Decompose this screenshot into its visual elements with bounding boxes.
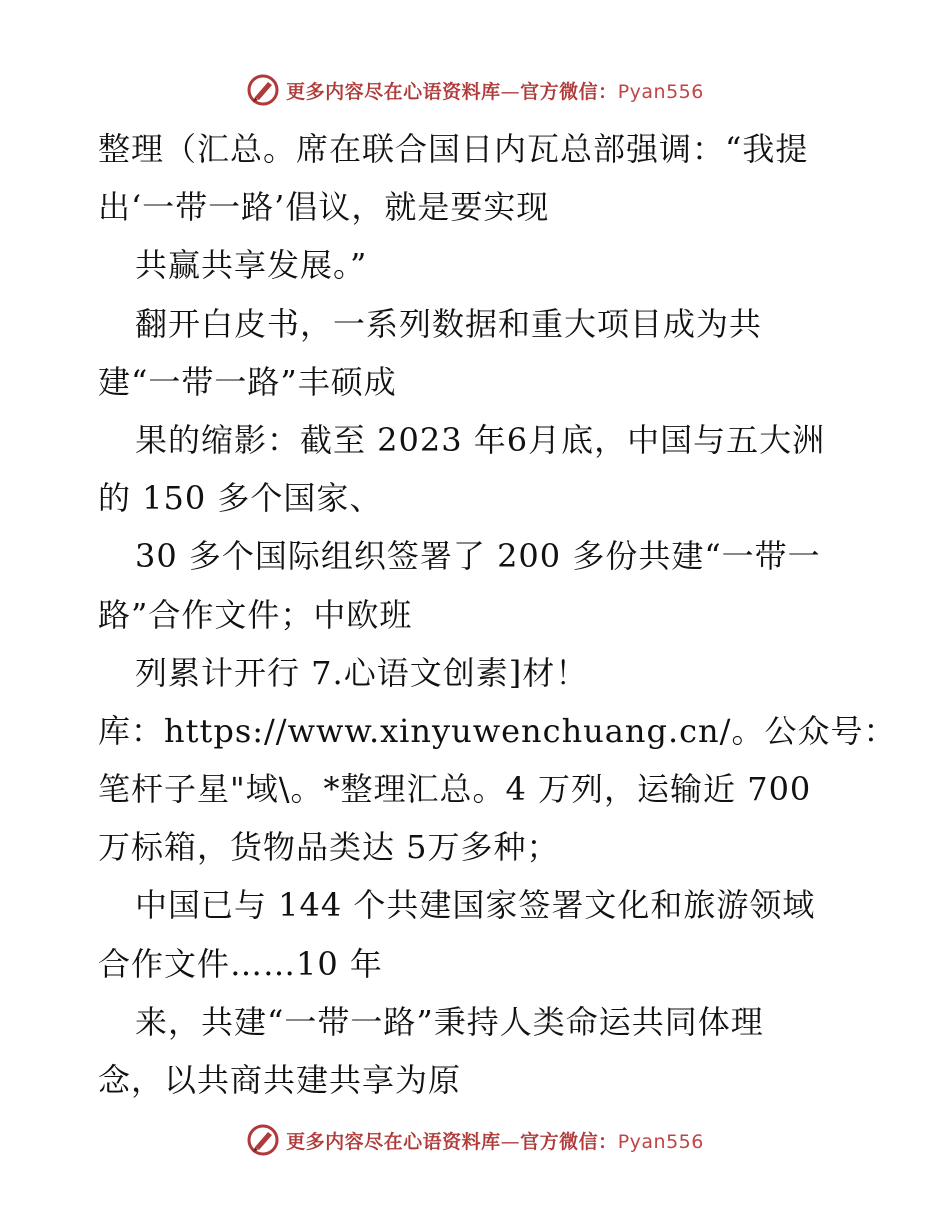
body-line: 果的缩影：截至 2023 年6月底，中国与五大洲 [135, 420, 826, 459]
body-line: 共赢共享发展。” [135, 246, 368, 285]
header-banner [0, 70, 950, 110]
body-line: 万标箱，货物品类达 5万多种； [98, 828, 560, 867]
header-wechat-label: 官方微信： [520, 80, 618, 103]
body-line: 中国已与 144 个共建国家签署文化和旅游领域 [135, 886, 816, 925]
footer-wechat-id: Pyan556 [617, 1130, 704, 1153]
footer-wechat-label: 官方微信： [520, 1130, 618, 1153]
footer-watermark [246, 1123, 704, 1157]
footer-separator: — [500, 1130, 521, 1153]
document-body [98, 120, 898, 1109]
header-wechat-id: Pyan556 [617, 80, 704, 103]
header-watermark [246, 73, 704, 107]
header-site-text: 更多内容尽在心语资料库 [286, 80, 501, 103]
body-line: 来，共建“一带一路”秉持人类命运共同体理 [135, 1002, 764, 1041]
body-line: 出‘一带一路’倡议，就是要实现 [98, 188, 550, 227]
body-line: 30 多个国际组织签署了 200 多份共建“一带一 [135, 537, 821, 576]
footer-site-text: 更多内容尽在心语资料库 [286, 1130, 501, 1153]
pen-logo-icon [246, 1123, 280, 1157]
body-line: 翻开白皮书，一系列数据和重大项目成为共 [135, 304, 763, 343]
body-line: 路”合作文件；中欧班 [98, 595, 413, 634]
pen-logo-icon [246, 73, 280, 107]
body-line: 列累计开行 7.心语文创素]材！ [135, 653, 589, 692]
body-line: 的 150 多个国家、 [98, 479, 383, 518]
body-line: 合作文件……10 年 [98, 944, 383, 983]
header-separator: — [500, 80, 521, 103]
body-line: 建“一带一路”丰硕成 [98, 362, 397, 401]
body-line: 念，以共商共建共享为原 [98, 1061, 462, 1099]
body-line: 笔杆子星"域\。*整理汇总。4 万列，运输近 700 [98, 770, 812, 809]
footer-banner [0, 1120, 950, 1160]
body-line: 库：https://www.xinyuwenchuang.cn/。公众号： [98, 711, 897, 750]
body-line: 整理（汇总。席在联合国日内瓦总部强调：“我提 [98, 130, 809, 168]
